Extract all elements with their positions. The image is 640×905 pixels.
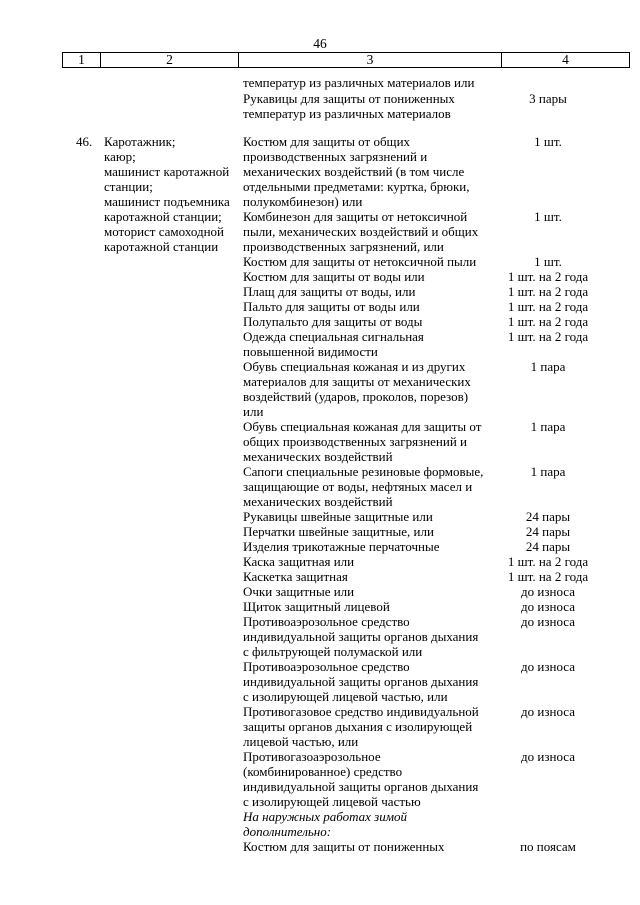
item-line: Каска защитная или xyxy=(243,554,355,569)
item-line: полукомбинезон) или xyxy=(243,194,363,209)
item-line: лицевой частью, или xyxy=(243,734,359,749)
item-line: Комбинезон для защиты от нетоксичной xyxy=(243,209,468,224)
item-line: с фильтрующей полумаской или xyxy=(243,644,423,659)
header-col-4: 4 xyxy=(502,53,630,68)
item-line: Противоаэрозольное средство xyxy=(243,659,410,674)
item-norm: до износа xyxy=(521,749,575,764)
item-line: Одежда специальная сигнальная xyxy=(243,329,424,344)
item-norm: 1 шт. на 2 года xyxy=(507,269,589,284)
item-line: Противоаэрозольное средство xyxy=(243,614,410,629)
winter-note: На наружных работах зимой xyxy=(243,809,408,824)
item-line: механических воздействий (в том числе xyxy=(243,164,465,179)
item-line: защиты органов дыхания с изолирующей xyxy=(243,719,473,734)
profession-line: моторист самоходной xyxy=(104,224,224,239)
header-col-2: 2 xyxy=(101,53,239,68)
item-norm: 24 пары xyxy=(525,539,571,554)
item-line: (комбинированное) средство xyxy=(243,764,403,779)
item-norm: 1 пара xyxy=(530,464,566,479)
profession-line: каротажной станции; xyxy=(104,209,222,224)
item-norm: 1 шт. на 2 года xyxy=(507,284,589,299)
item-norm: 1 шт. на 2 года xyxy=(507,329,589,344)
item-line: производственных загрязнений и xyxy=(243,149,428,164)
profession-line: Каротажник; xyxy=(104,134,176,149)
item-norm: 1 шт. xyxy=(534,254,562,269)
winter-note: дополнительно: xyxy=(243,824,332,839)
item-line: индивидуальной защиты органов дыхания xyxy=(243,674,479,689)
continuation-norm: 3 пары xyxy=(529,91,567,106)
item-norm: 1 шт. xyxy=(534,134,562,149)
continuation-line: Рукавицы для защиты от пониженных xyxy=(243,91,455,106)
item-line: Костюм для защиты от нетоксичной пыли xyxy=(243,254,477,269)
item-norm: 1 шт. на 2 года xyxy=(507,314,589,329)
item-line: Противогазовое средство индивидуальной xyxy=(243,704,479,719)
profession-line: станции; xyxy=(104,179,153,194)
header-col-3: 3 xyxy=(239,53,502,68)
item-line: индивидуальной защиты органов дыхания xyxy=(243,629,479,644)
item-line: Пальто для защиты от воды или xyxy=(243,299,420,314)
item-line: Костюм для защиты от общих xyxy=(243,134,411,149)
entry-number: 46. xyxy=(76,134,93,149)
item-line: с изолирующей лицевой частью xyxy=(243,794,421,809)
item-line: Сапоги специальные резиновые формовые, xyxy=(243,464,484,479)
item-line: пыли, механических воздействий и общих xyxy=(243,224,479,239)
item-line: Щиток защитный лицевой xyxy=(243,599,390,614)
item-norm: 24 пары xyxy=(525,524,571,539)
item-line: защищающие от воды, нефтяных масел и xyxy=(243,479,473,494)
page-number: 46 xyxy=(313,36,327,51)
item-line: индивидуальной защиты органов дыхания xyxy=(243,779,479,794)
item-line: Изделия трикотажные перчаточные xyxy=(243,539,440,554)
item-line: Плащ для защиты от воды, или xyxy=(243,284,416,299)
profession-line: каротажной станции xyxy=(104,239,219,254)
item-line: производственных загрязнений, или xyxy=(243,239,444,254)
continuation-line: температур из различных материалов или xyxy=(243,75,475,90)
item-line: Очки защитные или xyxy=(243,584,355,599)
item-line: отдельными предметами: куртка, брюки, xyxy=(243,179,470,194)
item-norm: 1 шт. на 2 года xyxy=(507,299,589,314)
item-line: материалов для защиты от механических xyxy=(243,374,471,389)
item-norm: 24 пары xyxy=(525,509,571,524)
item-norm: до износа xyxy=(521,599,575,614)
item-line: Полупальто для защиты от воды xyxy=(243,314,423,329)
item-norm: до износа xyxy=(521,704,575,719)
item-norm: 1 шт. на 2 года xyxy=(507,569,589,584)
item-norm: 1 шт. на 2 года xyxy=(507,554,589,569)
item-norm: 1 пара xyxy=(530,359,566,374)
profession-line: машинист подъемника xyxy=(104,194,230,209)
item-line: механических воздействий xyxy=(243,494,393,509)
item-line: Обувь специальная кожаная для защиты от xyxy=(243,419,482,434)
profession-line: машинист каротажной xyxy=(104,164,230,179)
item-line: общих производственных загрязнений и xyxy=(243,434,468,449)
item-norm: до износа xyxy=(521,584,575,599)
item-line: воздействий (ударов, проколов, порезов) xyxy=(243,389,469,404)
item-line: с изолирующей лицевой частью, или xyxy=(243,689,448,704)
header-col-1: 1 xyxy=(63,53,101,68)
item-norm: до износа xyxy=(521,614,575,629)
item-line: Каскетка защитная xyxy=(243,569,348,584)
item-line: Костюм для защиты от пониженных xyxy=(243,839,445,854)
item-line: Перчатки швейные защитные, или xyxy=(243,524,434,539)
item-line: повышенной видимости xyxy=(243,344,378,359)
item-norm: по поясам xyxy=(520,839,576,854)
profession-line: каюр; xyxy=(104,149,136,164)
item-line: или xyxy=(243,404,264,419)
item-line: Рукавицы швейные защитные или xyxy=(243,509,433,524)
item-line: механических воздействий xyxy=(243,449,393,464)
item-norm: 1 пара xyxy=(530,419,566,434)
item-norm: 1 шт. xyxy=(534,209,562,224)
item-line: Костюм для защиты от воды или xyxy=(243,269,425,284)
item-line: Противогазоаэрозольное xyxy=(243,749,381,764)
continuation-line: температур из различных материалов xyxy=(243,106,451,121)
item-norm: до износа xyxy=(521,659,575,674)
item-line: Обувь специальная кожаная и из других xyxy=(243,359,466,374)
